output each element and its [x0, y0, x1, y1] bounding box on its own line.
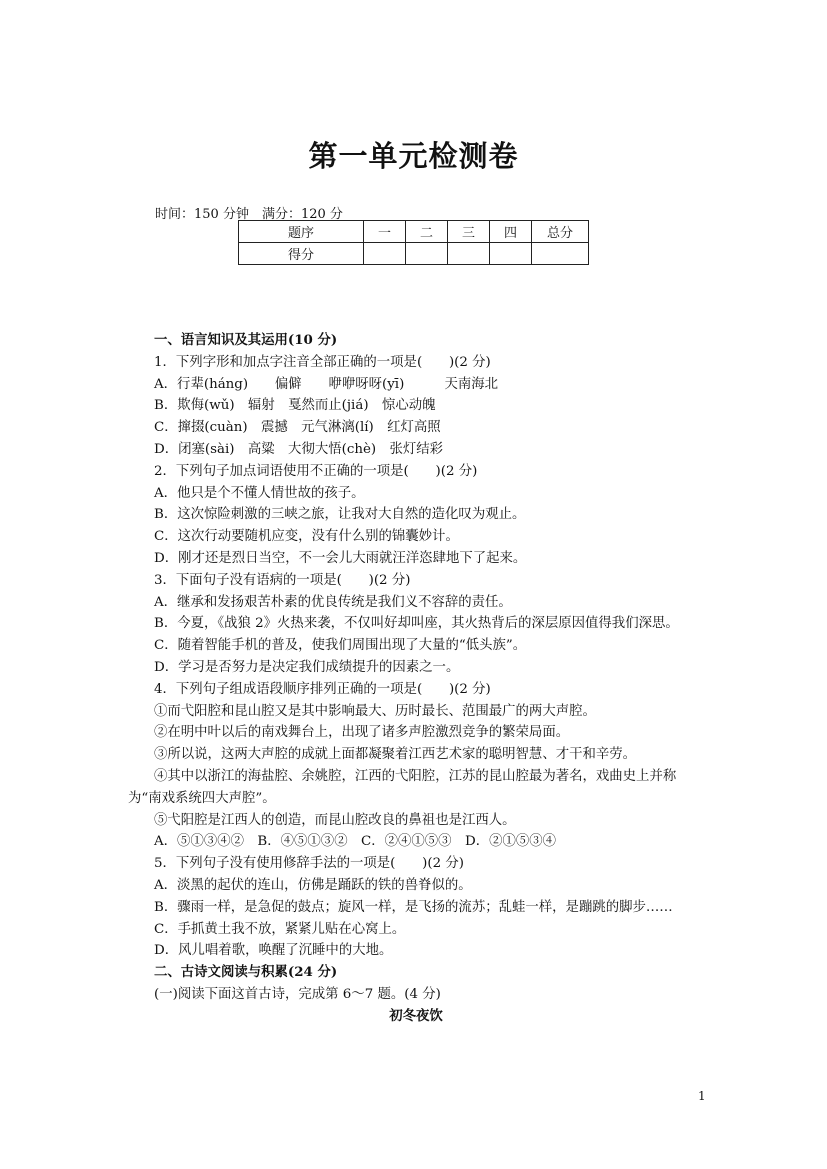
text-line: B．这次惊险刺激的三峡之旅，让我对大自然的造化叹为观止。: [154, 507, 526, 523]
text-line: A．⑤①③④② B．④⑤①③② C．②④①⑤③ D．②①⑤③④: [154, 834, 557, 850]
exam-content: [128, 330, 704, 1028]
score-header-cell: 总分: [532, 221, 589, 243]
text-line: 3．下面句子没有语病的一项是( )(2 分): [154, 572, 411, 588]
score-table: [238, 220, 589, 265]
page-title: 第一单元检测卷: [308, 139, 519, 173]
text-line: (一)阅读下面这首古诗，完成第 6～7 题。(4 分): [154, 986, 441, 1002]
page-number: 1: [698, 1089, 706, 1103]
text-line: 5．下列句子没有使用修辞手法的一项是( )(2 分): [154, 856, 465, 872]
text-line: C．随着智能手机的普及，使我们周围出现了大量的“低头族”。: [154, 638, 527, 654]
score-row-label: 得分: [239, 243, 364, 265]
text-line: 2．下列句子加点词语使用不正确的一项是( )(2 分): [154, 463, 478, 479]
section-heading: 一、语言知识及其运用(10 分): [154, 332, 338, 348]
text-line: ④其中以浙江的海盐腔、余姚腔，江西的弋阳腔，江苏的昆山腔最为著名，戏曲史上并称为“南戏系统四大声腔”。: [128, 768, 677, 806]
text-line: ②在明中叶以后的南戏舞台上，出现了诸多声腔激烈竞争的繁荣局面。: [154, 725, 570, 741]
text-line: C．手抓黄土我不放，紧紧儿贴在心窝上。: [154, 921, 406, 937]
text-line: 4．下列句子组成语段顺序排列正确的一项是( )(2 分): [154, 681, 491, 697]
text-line: D．刚才还是烈日当空，不一会儿大雨就汪洋恣肆地下了起来。: [154, 550, 527, 566]
text-line: A．他只是个不懂人情世故的孩子。: [154, 485, 365, 501]
text-line: C．撺掇(cuàn) 震撼 元气淋漓(lí) 红灯高照: [154, 420, 441, 436]
text-line: A．淡黑的起伏的连山，仿佛是踊跃的铁的兽脊似的。: [154, 877, 472, 893]
poem-title: 初冬夜饮: [389, 1007, 443, 1024]
score-cell: [406, 243, 448, 265]
text-line: D．闭塞(sài) 高粱 大彻大悟(chè) 张灯结彩: [154, 441, 444, 457]
text-line: D．风儿唱着歌，唤醒了沉睡中的大地。: [154, 943, 393, 959]
score-header-cell: 题序: [239, 221, 364, 243]
text-line: C．这次行动要随机应变，没有什么别的锦囊妙计。: [154, 529, 459, 545]
score-table-header-row: [239, 221, 589, 243]
text-line: B．今夏，《战狼 2》火热来袭，不仅叫好却叫座，其火热背后的深层原因值得我们深思。: [154, 616, 679, 632]
text-line: D．学习是否努力是决定我们成绩提升的因素之一。: [154, 659, 460, 675]
text-line: 1．下列字形和加点字注音全部正确的一项是( )(2 分): [154, 354, 491, 370]
score-cell: [364, 243, 406, 265]
section-heading: 二、古诗文阅读与积累(24 分): [154, 964, 338, 981]
text-line: ⑤弋阳腔是江西人的创造，而昆山腔改良的鼻祖也是江西人。: [154, 812, 516, 828]
text-line: ③所以说，这两大声腔的成就上面都凝聚着江西艺术家的聪明智慧、才干和辛劳。: [154, 747, 637, 763]
score-header-cell: 二: [406, 221, 448, 243]
score-header-cell: 四: [490, 221, 532, 243]
text-line: ①而弋阳腔和昆山腔又是其中影响最大、历时最长、范围最广的两大声腔。: [154, 703, 596, 719]
score-header-cell: 三: [448, 221, 490, 243]
exam-meta: 时间：150 分钟 满分：120 分: [155, 207, 343, 222]
score-header-cell: 一: [364, 221, 406, 243]
text-line: A．行辈(háng) 偏僻 咿咿呀呀(yī) 天南海北: [154, 376, 499, 392]
text-line: B．欺侮(wǔ) 辐射 戛然而止(jiá) 惊心动魄: [154, 398, 436, 414]
score-table-score-row: [239, 243, 589, 265]
score-cell: [490, 243, 532, 265]
score-cell: [448, 243, 490, 265]
score-cell: [532, 243, 589, 265]
text-line: A．继承和发扬艰苦朴素的优良传统是我们义不容辞的责任。: [154, 594, 512, 610]
text-line: B．骤雨一样，是急促的鼓点；旋风一样，是飞扬的流苏；乱蛙一样，是蹦跳的脚步……: [154, 899, 673, 915]
